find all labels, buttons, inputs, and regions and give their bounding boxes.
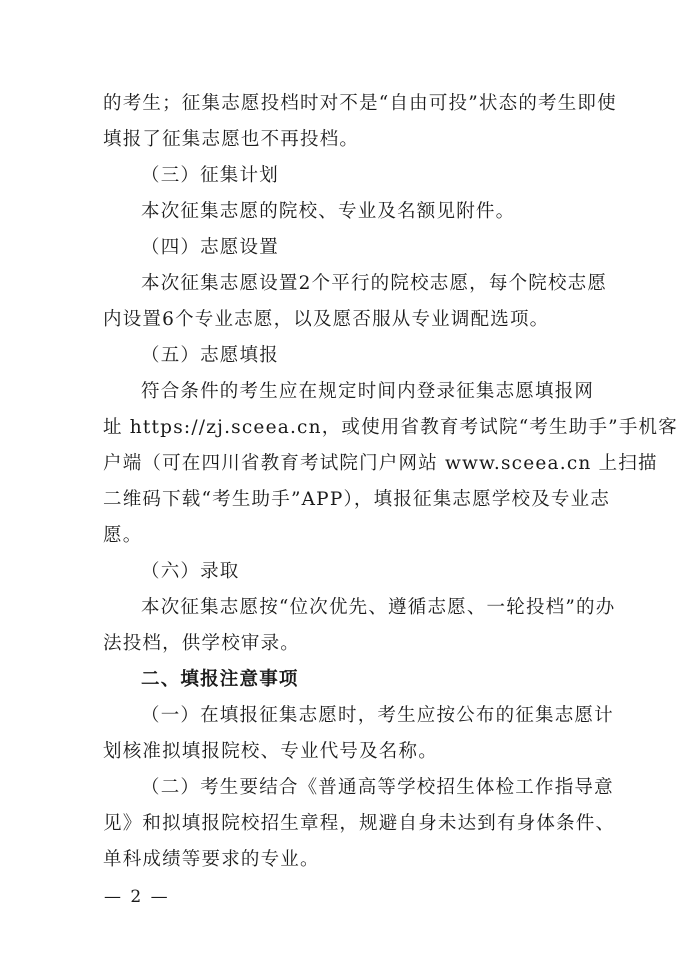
paragraph-line: 符合条件的考生应在规定时间内登录征集志愿填报网: [141, 381, 595, 402]
paragraph-line: 的考生；征集志愿投档时对不是“自由可投”状态的考生即使: [103, 93, 617, 114]
paragraph-line: 单科成绩等要求的专业。: [103, 849, 320, 870]
paragraph-line: 本次征集志愿按“位次优先、遵循志愿、一轮投档”的办: [141, 597, 616, 618]
section-heading-plan: （三）征集计划: [141, 165, 279, 186]
page-number: — 2 —: [104, 887, 170, 907]
paragraph-line: 址 https://zj.sceea.cn，或使用省教育考试院“考生助手”手机客: [103, 417, 678, 438]
paragraph-line: 填报了征集志愿也不再投档。: [103, 129, 360, 150]
paragraph-line: 愿。: [103, 525, 143, 546]
paragraph-line: 本次征集志愿设置2个平行的院校志愿，每个院校志愿: [141, 273, 608, 294]
paragraph-line: 户端（可在四川省教育考试院门户网站 www.sceea.cn 上扫描: [103, 453, 658, 474]
section-heading-notes: 二、填报注意事项: [141, 669, 299, 690]
paragraph-line: 内设置6个专业志愿，以及愿否服从专业调配选项。: [103, 309, 550, 330]
paragraph-line: （一）在填报征集志愿时，考生应按公布的征集志愿计: [141, 705, 614, 726]
section-heading-settings: （四）志愿设置: [141, 237, 279, 258]
paragraph-line: 见》和拟填报院校招生章程，规避自身未达到有身体条件、: [103, 813, 616, 834]
paragraph-line: 划核准拟填报院校、专业代号及名称。: [103, 741, 438, 762]
paragraph-line: 法投档，供学校审录。: [103, 633, 301, 654]
paragraph-line: 本次征集志愿的院校、专业及名额见附件。: [141, 201, 516, 222]
section-heading-admission: （六）录取: [141, 561, 240, 582]
document-body: [103, 86, 678, 878]
paragraph-line: （二）考生要结合《普通高等学校招生体检工作指导意: [141, 777, 614, 798]
section-heading-filling: （五）志愿填报: [141, 345, 279, 366]
paragraph-line: 二维码下载“考生助手”APP），填报征集志愿学校及专业志: [103, 489, 611, 510]
